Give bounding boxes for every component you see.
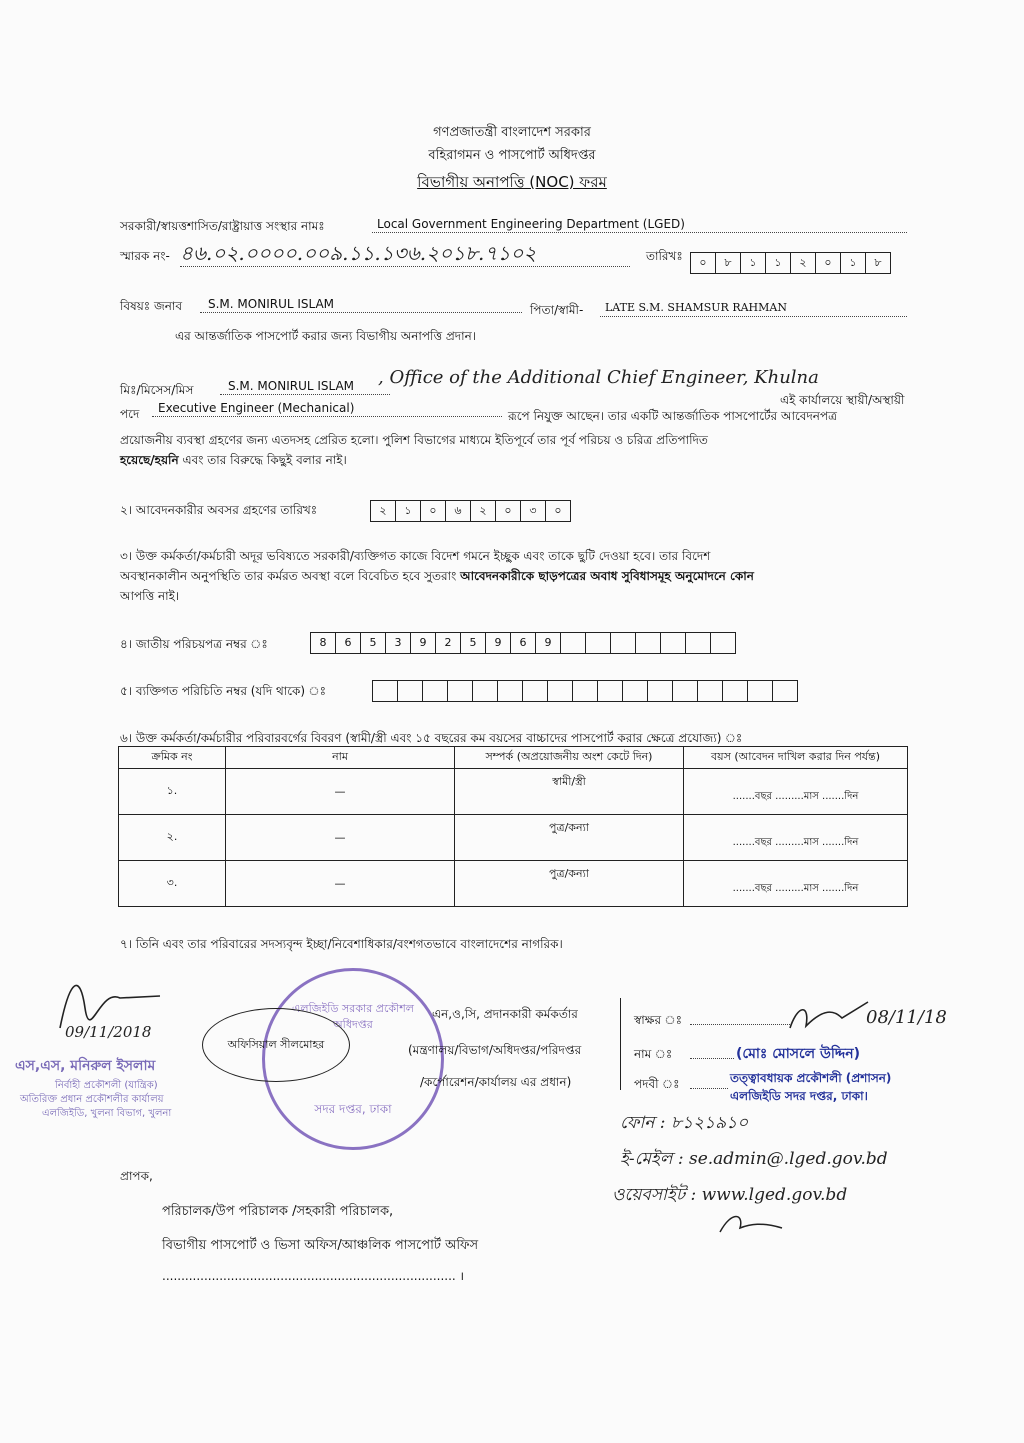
row-relation: স্বামী/স্ত্রী xyxy=(455,769,684,815)
left-sign-line2: অতিরিক্ত প্রধান প্রকৌশলীর কার্যালয় xyxy=(20,1094,164,1105)
stamp-bottom-text: সদর দপ্তর, ঢাকা xyxy=(314,1102,392,1116)
authority-line2: (মন্ত্রণালয়/বিভাগ/অধিদপ্তর/পরিদপ্তর xyxy=(408,1043,582,1057)
retirement-date-boxes xyxy=(370,500,571,522)
left-sign-date: 09/11/2018 xyxy=(65,1023,152,1041)
digit-box: 8 xyxy=(311,633,336,653)
row-name: — xyxy=(226,769,455,815)
digit-box xyxy=(498,681,523,701)
pid-boxes xyxy=(372,680,798,702)
row-name: — xyxy=(226,815,455,861)
digit-box: ৮ xyxy=(716,253,741,273)
authority-line3: /কর্পোরেশন/কার্যালয় এর প্রধান) xyxy=(420,1075,572,1089)
row-sl: ২. xyxy=(119,815,226,861)
authority-phone: ফোন : ৮১২১৯১০ xyxy=(620,1113,749,1133)
authority-email: ই-মেইল : se.admin@.lged.gov.bd xyxy=(620,1149,888,1169)
form-title: বিভাগীয় অনাপত্তি (NOC) ফরম xyxy=(417,173,607,191)
seal-label: অফিসিয়াল সীলমোহর xyxy=(227,1038,325,1051)
para1-line3: প্রয়োজনীয় ব্যবস্থা গ্রহণের জন্য এতদসহ প্রেরিত হলো। পুলিশ বিভাগের মাধ্যমে ইতিপূর্বে তার পূর্ব পরিচয় ও চরিত্র প্রতিপাদিত xyxy=(120,433,708,447)
org-value: Local Government Engineering Department (LGED) xyxy=(377,217,685,231)
family-label: ৬। উক্ত কর্মকর্তা/কর্মচারীর পরিবারবর্গের বিবরণ (স্বামী/স্ত্রী এবং ১৫ বছরের কম বয়সের বাচ্চাদের পাসপোর্ট করার ক্ষেত্রে প্রযোজ্য) ঃ xyxy=(120,731,743,745)
digit-box: ২ xyxy=(791,253,816,273)
para1-office-suffix: এই কার্যালয়ে স্থায়ী/অস্থায়ী xyxy=(780,393,905,407)
subject-name: S.M. MONIRUL ISLAM xyxy=(208,297,335,311)
digit-box: ৬ xyxy=(446,501,471,521)
memo-label: স্মারক নং- xyxy=(120,249,170,263)
digit-box: ০ xyxy=(554,504,562,517)
digit-box xyxy=(648,681,673,701)
row-sl: ১. xyxy=(119,769,226,815)
authority-post2: এলজিইডি সদর দপ্তর, ঢাকা। xyxy=(730,1089,868,1103)
digit-box: ২ xyxy=(471,501,496,521)
digit-box: 5 xyxy=(361,633,386,653)
row-age: .......বছর .........মাস .......দিন xyxy=(684,861,908,907)
digit-box: 2 xyxy=(436,633,461,653)
col-age: বয়স (আবেদন দাখিল করার দিন পর্যন্ত) xyxy=(684,747,908,769)
digit-box xyxy=(773,681,797,701)
digit-box xyxy=(598,681,623,701)
digit-box: 9 xyxy=(536,633,561,653)
recipient-line3: ............................................................................. । xyxy=(162,1269,465,1283)
col-name: নাম xyxy=(226,747,455,769)
para1-post-label: পদে xyxy=(120,407,140,421)
item3-line2a: অবস্থানকালীন অনুপস্থিতি তার কর্মরত অবস্থা বলে বিবেচিত হবে সুতরাং xyxy=(120,569,461,583)
digit-box: 6 xyxy=(336,633,361,653)
seal-oval xyxy=(202,1008,350,1082)
authority-name: (মোঃ মোসলে উদ্দিন) xyxy=(736,1046,860,1062)
digit-box: ০ xyxy=(496,501,521,521)
item3-line3: আপত্তি নাই। xyxy=(120,589,180,603)
subject-line2: এর আন্তর্জাতিক পাসপোর্ট করার জন্য বিভাগীয় অনাপত্তি প্রদান। xyxy=(175,329,477,343)
table-row xyxy=(119,815,908,861)
table-row xyxy=(119,769,908,815)
digit-box xyxy=(636,633,661,653)
digit-box xyxy=(723,681,748,701)
digit-box xyxy=(611,633,636,653)
row-name: — xyxy=(226,861,455,907)
recipient-line1: পরিচালক/উপ পরিচালক /সহকারী পরিচালক, xyxy=(162,1204,394,1219)
authority-web: ওয়েবসাইট : www.lged.gov.bd xyxy=(612,1185,848,1205)
digit-box xyxy=(698,681,723,701)
digit-box xyxy=(448,681,473,701)
header-line2: বহিরাগমন ও পাসপোর্ট অধিদপ্তর xyxy=(428,148,596,163)
name-label: নাম ঃ xyxy=(634,1047,673,1061)
para1-name: S.M. MONIRUL ISLAM xyxy=(228,379,355,393)
digit-box xyxy=(686,633,711,653)
digit-box: 9 xyxy=(411,633,436,653)
row-relation: পুত্র/কন্যা xyxy=(455,815,684,861)
digit-box xyxy=(523,681,548,701)
pid-label: ৫। ব্যক্তিগত পরিচিতি নম্বর (যদি থাকে) ঃ xyxy=(120,684,327,698)
digit-box: ০ xyxy=(421,501,446,521)
item7-text: ৭। তিনি এবং তার পরিবারের সদস্যবৃন্দ ইচ্ছা/নিবেশাধিকার/বংশগতভাবে বাংলাদেশের নাগরিক। xyxy=(120,937,563,951)
table-header-row xyxy=(119,747,908,769)
nid-boxes xyxy=(310,632,736,654)
authority-line1: এন,ও,সি, প্রদানকারী কর্মকর্তার xyxy=(432,1007,578,1021)
father-name: LATE S.M. SHAMSUR RAHMAN xyxy=(605,301,787,314)
para1-line4-rest: এবং তার বিরুদ্ধে কিছুই বলার নাই। xyxy=(182,453,347,467)
digit-box xyxy=(673,681,698,701)
para1-prefix: মিঃ/মিসেস/মিস xyxy=(120,383,194,397)
digit-box: ০ xyxy=(816,253,841,273)
digit-box xyxy=(661,633,686,653)
family-table xyxy=(118,746,908,907)
authority-sign-date: 08/11/18 xyxy=(866,1007,947,1028)
digit-box xyxy=(548,681,573,701)
digit-box xyxy=(748,681,773,701)
para1-office: , Office of the Additional Chief Engineer, Khulna xyxy=(378,367,819,388)
digit-box: ০ xyxy=(691,253,716,273)
digit-box: ৩ xyxy=(521,501,546,521)
digit-box: ১ xyxy=(766,253,791,273)
digit-box xyxy=(473,681,498,701)
left-sign-line1: নির্বাহী প্রকৌশলী (যান্ত্রিক) xyxy=(55,1080,158,1091)
digit-box xyxy=(623,681,648,701)
digit-box: ১ xyxy=(396,501,421,521)
digit-box: ২ xyxy=(371,501,396,521)
digit-box xyxy=(561,633,586,653)
memo-number: ৪৬.০২.০০০০.০০৯.১১.১৩৬.২০১৮.৭১০২ xyxy=(180,241,537,265)
col-sl: ক্রমিক নং xyxy=(119,747,226,769)
digit-box xyxy=(423,681,448,701)
authority-post1: তত্ত্বাবধায়ক প্রকৌশলী (প্রশাসন) xyxy=(730,1071,892,1085)
post-label: পদবী ঃ xyxy=(634,1077,680,1091)
row-relation: পুত্র/কন্যা xyxy=(455,861,684,907)
nid-label: ৪। জাতীয় পরিচয়পত্র নম্বর ঃ xyxy=(120,637,268,651)
subject-label: বিষয়ঃ জনাব xyxy=(120,299,183,313)
digit-box xyxy=(586,633,611,653)
item3-line2b: আবেদনকারীকে ছাড়পত্রের অবাধ সুবিধাসমূহ অনুমোদনে কোন xyxy=(460,569,754,583)
name-dots xyxy=(690,1058,734,1059)
left-sign-name: এস,এস, মনিরুল ইসলাম xyxy=(15,1058,156,1074)
header-line1: গণপ্রজাতন্ত্রী বাংলাদেশ সরকার xyxy=(433,125,591,140)
stamp-top-text: এলজিইডি সরকার প্রকৌশল অধিদপ্তর xyxy=(292,1002,414,1031)
date-label: তারিখঃ xyxy=(646,249,683,263)
recipient-line2: বিভাগীয় পাসপোর্ট ও ভিসা অফিস/আঞ্চলিক পাসপোর্ট অফিস xyxy=(162,1238,479,1253)
digit-box: ১ xyxy=(741,253,766,273)
org-label: সরকারী/স্বায়ত্তশাসিত/রাষ্ট্রায়াত্ত সংস্থার নামঃ xyxy=(120,219,325,233)
authority-divider xyxy=(620,998,621,1090)
sign-dots xyxy=(690,1024,790,1025)
authority-signature xyxy=(784,998,874,1042)
row-sl: ৩. xyxy=(119,861,226,907)
row-age: .......বছর .........মাস .......দিন xyxy=(684,815,908,861)
digit-box xyxy=(573,681,598,701)
retirement-label: ২। আবেদনকারীর অবসর গ্রহণের তারিখঃ xyxy=(120,503,318,517)
digit-box xyxy=(711,633,735,653)
digit-box xyxy=(398,681,423,701)
para1-line4-bold: হয়েছে/হয়নি xyxy=(120,453,179,467)
item3-line1: ৩। উক্ত কর্মকর্তা/কর্মচারী অদূর ভবিষ্যতে সরকারী/ব্যক্তিগত কাজে বিদেশ গমনে ইচ্ছুক এবং তাকে ছুটি দেওয়া হবে। তার বিদেশ xyxy=(120,549,711,563)
memo-date-boxes xyxy=(690,252,891,274)
digit-box: ৮ xyxy=(874,256,882,269)
digit-box: 6 xyxy=(511,633,536,653)
table-row xyxy=(119,861,908,907)
father-label: পিতা/স্বামী- xyxy=(530,303,584,317)
recipient-label: প্রাপক, xyxy=(120,1169,153,1183)
para1-post-suffix: রূপে নিযুক্ত আছেন। তার একটি আন্তর্জাতিক পাসপোর্টের আবেদনপত্র xyxy=(508,409,837,423)
authority-initial xyxy=(716,1206,786,1242)
col-relation: সম্পর্ক (অপ্রয়োজনীয় অংশ কেটে দিন) xyxy=(455,747,684,769)
digit-box: 3 xyxy=(386,633,411,653)
digit-box: ১ xyxy=(841,253,866,273)
sign-label: স্বাক্ষর ঃ xyxy=(634,1013,683,1027)
left-sign-line3: এলজিইডি, খুলনা বিভাগ, খুলনা xyxy=(42,1108,172,1119)
post-dots xyxy=(690,1088,728,1089)
para1-post: Executive Engineer (Mechanical) xyxy=(158,401,355,415)
digit-box: 9 xyxy=(486,633,511,653)
digit-box xyxy=(373,681,398,701)
row-age: .......বছর .........মাস .......দিন xyxy=(684,769,908,815)
digit-box: 5 xyxy=(461,633,486,653)
